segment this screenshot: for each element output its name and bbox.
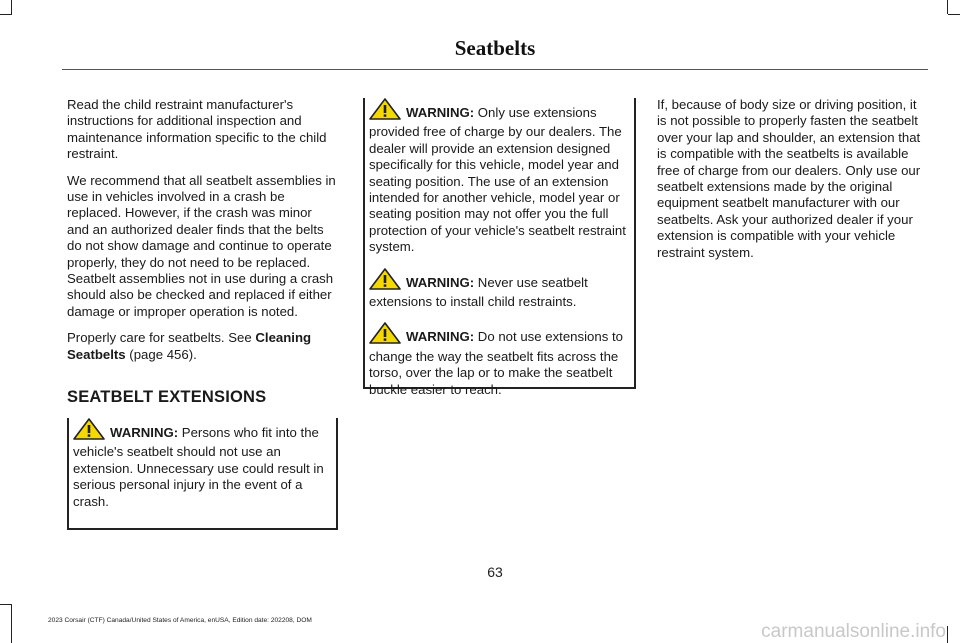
header-rule	[62, 69, 928, 70]
warning-triangle-icon	[73, 418, 105, 444]
warning-label: WARNING:	[110, 425, 179, 440]
column-1	[67, 97, 337, 406]
crop-mark	[0, 14, 12, 15]
warning-triangle-icon	[369, 98, 401, 124]
column-3	[657, 97, 929, 271]
cleaning-seatbelts-link[interactable]: Cleaning Seatbelts	[67, 330, 312, 362]
warning-paragraph	[73, 418, 333, 510]
warning-triangle-icon	[369, 322, 401, 348]
warning-label: WARNING:	[406, 329, 475, 345]
warning-text: Do not use extensions to change the way the seatbelt fits across the torso, over the lap or to make the seatbelt buckle easier to reach.	[369, 329, 623, 397]
page-title: Seatbelts	[454, 36, 536, 60]
warning-label: WARNING:	[406, 274, 475, 290]
crop-mark	[948, 14, 960, 15]
crop-mark	[947, 0, 948, 14]
care-prefix: Properly care for seatbelts. See	[67, 330, 256, 346]
warning-label: WARNING:	[406, 105, 475, 120]
care-suffix: (page 456).	[125, 346, 197, 362]
paragraph-child-restraint: Read the child restraint manufacturer's instructions for additional inspection and maintenance information specific to the child restraint.	[67, 97, 327, 162]
warning-text: Never use seatbelt extensions to install child restraints.	[369, 274, 588, 310]
paragraph-replacement: We recommend that all seatbelt assemblies in use in vehicles involved in a crash be replaced. However, if the crash was minor and an authorized dealer finds that the belts do not show damage and continue to operate properly, they do not need to be replaced. Seatbelt assemblies not in use during a crash should also be checked and replaced if either damage or improper operation is noted.	[67, 172, 336, 319]
crop-mark	[11, 0, 12, 14]
warning-triangle-icon	[369, 268, 401, 294]
section-heading: SEATBELT EXTENSIONS	[67, 388, 267, 407]
crop-mark	[947, 626, 948, 643]
warning-paragraph	[369, 268, 631, 311]
warning-paragraph	[369, 322, 631, 398]
crop-mark	[11, 604, 12, 643]
warning-text: Only use extensions provided free of charge by our dealers. The dealer will provide an extension designed specifically for this vehicle, model year and seating position. The use of an extension intended for another vehicle, model year or seating position may not offer you the full protection of your vehicle's seatbelt restraint system.	[369, 105, 626, 255]
page-number: 63	[487, 564, 503, 580]
warning-text: Persons who fit into the vehicle's seatbelt should not use an extension. Unnecessary use could result in serious personal injury in the event of a crash.	[73, 425, 324, 509]
paragraph-extension-availability: If, because of body size or driving position, it is not possible to properly fasten the seatbelt over your lap and shoulder, an extension that is compatible with the seatbelts is available free of charge from our dealers. Only use our seatbelt extensions made by the original equipment seatbelt manufacturer with our seatbelts. Ask your authorized dealer if your extension is compatible with your vehicle restraint system.	[657, 97, 921, 260]
paragraph-care	[67, 330, 337, 363]
crop-mark	[0, 604, 12, 605]
warning-box	[67, 418, 338, 530]
edition-footer: 2023 Corsair (CTF) Canada/United States of America, enUSA, Edition date: 202208, DOM	[48, 617, 312, 624]
watermark: carmanualsonline.info	[761, 621, 946, 642]
warning-box-group	[363, 98, 636, 397]
warning-paragraph	[369, 98, 631, 256]
